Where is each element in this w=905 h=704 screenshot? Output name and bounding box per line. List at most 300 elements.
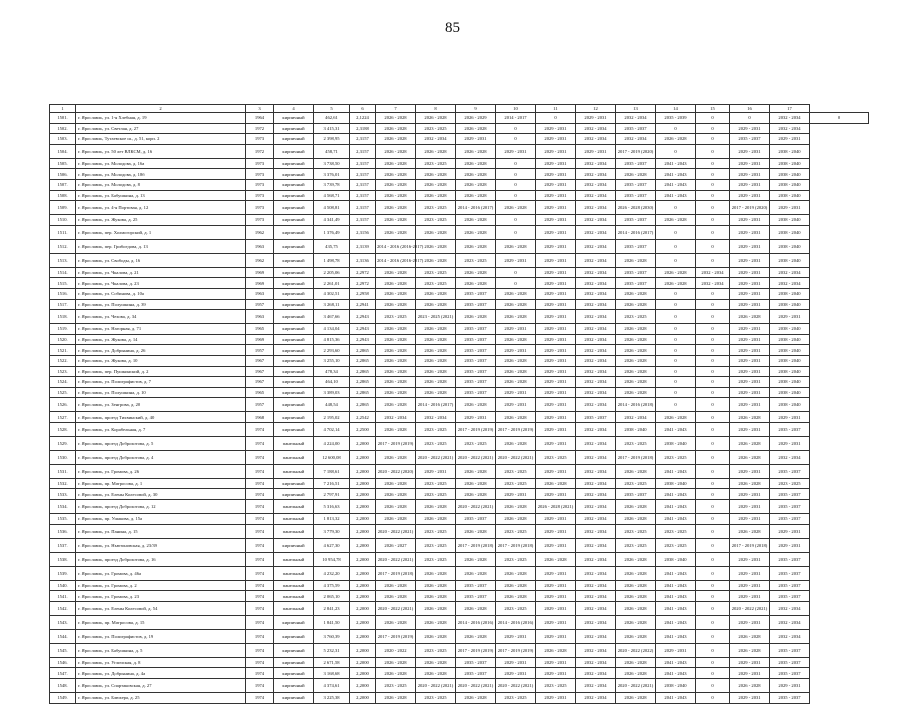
table-cell: 2,1224 <box>350 113 376 124</box>
table-cell: 2032 - 2034 <box>576 299 616 310</box>
row-number-cell: 1535. <box>50 514 76 525</box>
table-cell: 2041 - 2043 <box>656 514 696 525</box>
table-cell: 2014 - 2016 (2017) <box>416 398 456 412</box>
address-cell: г. Ярославль, ул. Полушкина, д. 39 <box>76 299 246 310</box>
table-cell: 2026 - 2028 <box>416 580 456 591</box>
table-row <box>50 464 869 478</box>
table-cell: 2,2000 <box>350 464 376 478</box>
table-cell: 2032 - 2034 <box>576 324 616 335</box>
table-cell: 2035 - 2037 <box>616 158 656 169</box>
table-cell: 2 195,02 <box>314 412 350 423</box>
address-cell: г. Ярославль, пер. Пушкинский, д. 2 <box>76 366 246 377</box>
table-cell: 0 <box>656 123 696 134</box>
table-cell: кирпичный <box>274 239 314 253</box>
table-cell: 10 954,78 <box>314 552 350 566</box>
row-number-cell: 1507. <box>50 179 76 190</box>
row-number-cell: 1537. <box>50 538 76 552</box>
table-cell: 2026 - 2028 (2021) <box>536 500 576 514</box>
table-cell: 1974 <box>246 552 274 566</box>
address-cell: г. Ярославль, ул. Громова, д. 46а <box>76 566 246 580</box>
table-cell: 2035 - 2037 <box>616 267 656 278</box>
table-cell: кирпичный <box>274 629 314 643</box>
table-cell: 2026 - 2028 <box>416 601 456 615</box>
row-number-cell: 1515. <box>50 278 76 289</box>
table-cell: 2032 - 2034 <box>770 629 810 643</box>
table-cell: 1965 <box>246 324 274 335</box>
table-cell: 2 398,95 <box>314 134 350 145</box>
table-cell: 2023 - 2025 <box>496 478 536 489</box>
table-cell: 2032 - 2034 <box>576 489 616 500</box>
table-cell: 2014 - 2016 (2016) <box>456 615 496 629</box>
table-cell: 4 134,04 <box>314 324 350 335</box>
table-cell: 2026 - 2028 <box>416 169 456 180</box>
table-cell: 2026 - 2028 <box>416 345 456 356</box>
table-cell: 2038 - 2040 <box>770 169 810 180</box>
table-cell: 2026 - 2028 <box>376 377 416 388</box>
table-cell: 2,3188 <box>350 123 376 134</box>
table-cell: кирпичный <box>274 201 314 215</box>
row-number-cell: 1505. <box>50 158 76 169</box>
table-cell: 0 <box>696 436 730 450</box>
table-cell: 2026 - 2028 <box>376 668 416 679</box>
table-cell: 0 <box>656 334 696 345</box>
table-cell: 2026 - 2028 <box>730 412 770 423</box>
table-cell: 2,2000 <box>350 538 376 552</box>
table-cell: 0 <box>656 144 696 158</box>
table-cell: 2029 - 2031 <box>536 615 576 629</box>
table-cell: 2029 - 2031 <box>536 253 576 267</box>
table-cell: 2,2000 <box>350 450 376 464</box>
table-cell: 2029 - 2031 <box>656 643 696 657</box>
table-cell: 1974 <box>246 668 274 679</box>
table-cell: 2026 - 2028 <box>456 278 496 289</box>
table-row <box>50 538 869 552</box>
table-cell: 2023 - 2025 <box>496 601 536 615</box>
table-cell: 3 739,78 <box>314 179 350 190</box>
table-cell: 2035 - 2037 <box>576 412 616 423</box>
table-row <box>50 113 869 124</box>
table-cell: 2,2000 <box>350 489 376 500</box>
table-cell: 2029 - 2031 <box>536 566 576 580</box>
table-cell: 2029 - 2031 <box>456 134 496 145</box>
table-cell: 2029 - 2031 <box>536 288 576 299</box>
table-cell: 2023 - 2025 <box>656 538 696 552</box>
table-cell: 2029 - 2031 <box>536 299 576 310</box>
header-cell: 15 <box>696 105 730 113</box>
table-cell: 0 <box>656 345 696 356</box>
table-cell: 0 <box>696 324 730 335</box>
table-cell: 2026 - 2028 <box>456 239 496 253</box>
table-cell: 2029 - 2031 <box>536 538 576 552</box>
table-cell: 1973 <box>246 158 274 169</box>
table-cell: 2026 - 2028 <box>496 201 536 215</box>
table-cell: 2,2000 <box>350 668 376 679</box>
table-cell: 0 <box>810 113 869 124</box>
header-cell: 8 <box>416 105 456 113</box>
table-row <box>50 478 869 489</box>
table-cell: 2029 - 2031 <box>730 158 770 169</box>
table-cell: 1962 <box>246 225 274 239</box>
schedule-table <box>49 104 869 704</box>
table-cell: 2026 - 2028 <box>456 123 496 134</box>
address-cell: г. Ярославль, ул. Громова, д. 2 <box>76 580 246 591</box>
table-cell: 2026 - 2028 <box>616 169 656 180</box>
table-cell: 2026 - 2028 <box>456 225 496 239</box>
table-cell: 2026 - 2028 <box>616 693 656 704</box>
table-cell: 2035 - 2037 <box>616 123 656 134</box>
table-row <box>50 591 869 602</box>
table-cell: 478,34 <box>314 366 350 377</box>
table-cell: 2035 - 2039 <box>656 113 696 124</box>
table-row <box>50 355 869 366</box>
table-cell: 2014 - 2016 (2016-2017) <box>376 253 416 267</box>
table-cell: 2035 - 2037 <box>616 278 656 289</box>
table-cell: 2029 - 2031 <box>536 123 576 134</box>
table-cell: 2029 - 2031 <box>730 253 770 267</box>
table-cell: 2035 - 2037 <box>616 190 656 201</box>
table-cell: 2023 - 2025 <box>416 267 456 278</box>
table-cell: 2026 - 2028 <box>496 334 536 345</box>
table-cell: 2041 - 2043 <box>656 566 696 580</box>
table-cell: 2026 - 2028 <box>456 158 496 169</box>
table-cell: 2032 - 2034 <box>576 591 616 602</box>
table-cell: 2026 - 2028 <box>616 324 656 335</box>
table-cell: 2041 - 2043 <box>656 591 696 602</box>
table-cell: 2029 - 2031 <box>730 123 770 134</box>
table-cell: 2029 - 2031 <box>576 113 616 124</box>
row-number-cell: 1540. <box>50 580 76 591</box>
table-cell: 0 <box>696 334 730 345</box>
table-cell: 2038 - 2040 <box>770 345 810 356</box>
table-cell: 2029 - 2031 <box>730 366 770 377</box>
table-cell: 2032 - 2034 <box>576 657 616 668</box>
table-cell: 2032 - 2034 <box>576 334 616 345</box>
table-cell: 2035 - 2037 <box>770 643 810 657</box>
table-cell: 2032 - 2034 <box>376 412 416 423</box>
table-cell: кирпичный <box>274 693 314 704</box>
table-cell: 2026 - 2028 <box>416 629 456 643</box>
address-cell: г. Ярославль, ул. Нагорная, д. 71 <box>76 324 246 335</box>
table-cell: 2026 - 2028 <box>496 239 536 253</box>
table-cell: 2026 - 2028 <box>416 288 456 299</box>
table-cell: панельный <box>274 601 314 615</box>
table-cell: 2026 - 2028 <box>376 215 416 226</box>
table-cell: 1957 <box>246 398 274 412</box>
address-cell: г. Ярославль, ул. Полиграфистов, д. 19 <box>76 629 246 643</box>
row-number-cell: 1549. <box>50 693 76 704</box>
row-number-cell: 1544. <box>50 629 76 643</box>
table-cell: 0 <box>696 591 730 602</box>
table-cell: 2038 - 2040 <box>770 387 810 398</box>
table-cell: 2026 - 2028 <box>416 387 456 398</box>
table-cell: 2029 - 2031 <box>730 190 770 201</box>
table-cell: 2038 - 2040 <box>770 225 810 239</box>
address-cell: г. Ярославль, ул. Корабельная, д. 7 <box>76 422 246 436</box>
table-cell: 0 <box>696 387 730 398</box>
table-cell: 2032 - 2034 <box>770 113 810 124</box>
table-cell: 2029 - 2031 <box>730 278 770 289</box>
table-cell: 2029 - 2031 <box>536 225 576 239</box>
table-cell: 2041 - 2043 <box>656 158 696 169</box>
table-cell: 2020 - 2022 (2021) <box>416 679 456 693</box>
table-cell: 3 389,03 <box>314 387 350 398</box>
table-cell: 4 568,71 <box>314 190 350 201</box>
table-row <box>50 601 869 615</box>
table-row <box>50 693 869 704</box>
address-cell: г. Ярославль, ул. Добрынина, д. 4а <box>76 668 246 679</box>
table-cell: 2029 - 2031 <box>730 591 770 602</box>
table-cell: 2041 - 2043 <box>656 615 696 629</box>
table-cell: 2026 - 2028 <box>456 267 496 278</box>
table-cell: 2035 - 2037 <box>616 239 656 253</box>
table-cell: 2026 - 2028 <box>616 366 656 377</box>
table-cell: 0 <box>696 299 730 310</box>
table-cell: 2035 - 2037 <box>456 514 496 525</box>
table-cell: 2035 - 2037 <box>456 366 496 377</box>
table-cell: кирпичный <box>274 299 314 310</box>
table-cell: 448,54 <box>314 398 350 412</box>
table-cell: 2032 - 2034 <box>576 253 616 267</box>
table-cell: 3 376,01 <box>314 169 350 180</box>
table-cell: 1963 <box>246 239 274 253</box>
table-cell: 2 293,60 <box>314 345 350 356</box>
row-number-cell: 1517. <box>50 299 76 310</box>
table-cell: 1974 <box>246 629 274 643</box>
table-cell: 2026 - 2028 <box>730 629 770 643</box>
table-cell: 2023 - 2025 <box>416 693 456 704</box>
table-cell: 2026 - 2028 <box>416 144 456 158</box>
table-cell: 2026 - 2028 <box>616 668 656 679</box>
table-cell: 2026 - 2028 <box>496 377 536 388</box>
table-cell: 2035 - 2037 <box>456 668 496 679</box>
row-number-cell: 1508. <box>50 190 76 201</box>
table-cell: 2041 - 2043 <box>656 693 696 704</box>
address-cell: г. Ярославль, ул. Жукова, д. 14 <box>76 334 246 345</box>
table-cell: 2038 - 2040 <box>770 398 810 412</box>
table-cell: 7 216,51 <box>314 478 350 489</box>
table-cell: 2035 - 2037 <box>616 215 656 226</box>
table-cell: 2032 - 2034 <box>770 615 810 629</box>
table-cell: 2032 - 2034 <box>576 693 616 704</box>
table-cell: кирпичный <box>274 278 314 289</box>
table-cell: 2026 - 2028 <box>496 580 536 591</box>
row-number-cell: 1526. <box>50 398 76 412</box>
table-row <box>50 500 869 514</box>
table-cell: 3 779,30 <box>314 524 350 538</box>
table-cell: 2029 - 2031 <box>536 422 576 436</box>
header-cell: 7 <box>376 105 416 113</box>
table-cell: 2029 - 2031 <box>730 169 770 180</box>
table-cell: 2032 - 2034 <box>696 267 730 278</box>
table-row <box>50 366 869 377</box>
table-cell: 0 <box>656 377 696 388</box>
table-cell: 2023 - 2025 <box>376 310 416 324</box>
table-cell: 0 <box>696 668 730 679</box>
table-cell: 2 797,91 <box>314 489 350 500</box>
table-cell: 2035 - 2037 <box>616 179 656 190</box>
table-cell: 2032 - 2034 <box>576 566 616 580</box>
address-cell: г. Ярославль, проезд Доброхотова, д. 16 <box>76 552 246 566</box>
table-cell: кирпичный <box>274 345 314 356</box>
table-cell: 2,3157 <box>350 134 376 145</box>
table-cell: панельный <box>274 500 314 514</box>
row-number-cell: 1541. <box>50 591 76 602</box>
row-number-cell: 1532. <box>50 478 76 489</box>
table-cell: 2023 - 2025 <box>416 478 456 489</box>
table-cell: 0 <box>656 324 696 335</box>
table-cell: 3 760,39 <box>314 629 350 643</box>
table-cell: 2026 - 2028 <box>496 436 536 450</box>
table-cell: 0 <box>536 113 576 124</box>
table-cell: 2041 - 2043 <box>656 500 696 514</box>
table-cell: 2,3157 <box>350 144 376 158</box>
table-cell: 1974 <box>246 601 274 615</box>
table-row <box>50 190 869 201</box>
table-cell: 0 <box>696 464 730 478</box>
table-cell: 1 376,49 <box>314 225 350 239</box>
table-cell: 2035 - 2037 <box>770 668 810 679</box>
table-cell: 2026 - 2028 <box>616 500 656 514</box>
table-cell: 0 <box>656 201 696 215</box>
table-cell: 2026 - 2028 <box>456 169 496 180</box>
table-cell: 2032 - 2034 <box>576 478 616 489</box>
table-cell: 2020 - 2022 (2021) <box>456 679 496 693</box>
row-number-cell: 1536. <box>50 524 76 538</box>
table-cell: 2026 - 2028 <box>376 500 416 514</box>
table-cell: 2023 - 2025 <box>536 450 576 464</box>
table-cell: 1974 <box>246 643 274 657</box>
table-cell: 2032 - 2034 <box>576 580 616 591</box>
table-cell: 0 <box>696 657 730 668</box>
table-cell: 2026 - 2028 <box>456 310 496 324</box>
table-cell: 0 <box>496 134 536 145</box>
table-cell: 2038 - 2040 <box>770 158 810 169</box>
table-cell: 2035 - 2037 <box>770 566 810 580</box>
table-cell: 2020 - 2022 (2021) <box>496 450 536 464</box>
table-cell: 2017 - 2019 (2018) <box>730 538 770 552</box>
table-cell: 1962 <box>246 253 274 267</box>
address-cell: г. Ярославль, ул. Елены Колесовой, д. 30 <box>76 489 246 500</box>
table-cell: 1974 <box>246 591 274 602</box>
table-cell: 0 <box>696 123 730 134</box>
address-cell: г. Ярославль, ул. Чкалова, д. 23 <box>76 278 246 289</box>
table-cell: 2023 - 2025 <box>616 478 656 489</box>
table-cell: 2029 - 2031 <box>536 412 576 423</box>
table-cell: 2020 - 2022 <box>376 643 416 657</box>
table-row <box>50 566 869 580</box>
table-cell: 1974 <box>246 615 274 629</box>
table-row <box>50 310 869 324</box>
table-cell: кирпичный <box>274 267 314 278</box>
row-number-cell: 1518. <box>50 310 76 324</box>
table-cell: 4 702,14 <box>314 422 350 436</box>
address-cell: г. Ярославль, пер. Холмогорский, д. 1 <box>76 225 246 239</box>
table-cell: 2 671,58 <box>314 657 350 668</box>
table-cell: 2029 - 2031 <box>536 345 576 356</box>
table-cell: 2026 - 2028 <box>416 615 456 629</box>
table-cell: 2026 - 2028 <box>416 366 456 377</box>
table-cell: 2041 - 2043 <box>656 629 696 643</box>
table-cell: кирпичный <box>274 657 314 668</box>
table-cell: 2038 - 2040 <box>770 288 810 299</box>
table-cell: 4 508,81 <box>314 201 350 215</box>
table-cell: 2029 - 2031 <box>730 299 770 310</box>
table-cell: 2032 - 2034 <box>576 190 616 201</box>
header-cell: 1 <box>50 105 76 113</box>
table-cell: 2029 - 2031 <box>496 144 536 158</box>
table-cell: 2032 - 2034 <box>576 179 616 190</box>
table-cell: 2038 - 2040 <box>656 679 696 693</box>
table-cell: 2023 - 2025 <box>616 310 656 324</box>
table-cell: панельный <box>274 514 314 525</box>
table-cell: 4 374,61 <box>314 679 350 693</box>
table-cell: 2017 - 2019 (2018) <box>456 538 496 552</box>
table-row <box>50 299 869 310</box>
table-cell: 2035 - 2037 <box>770 500 810 514</box>
row-number-cell: 1528. <box>50 422 76 436</box>
row-number-cell: 1531. <box>50 464 76 478</box>
table-cell: 0 <box>696 377 730 388</box>
table-row <box>50 514 869 525</box>
table-cell: 0 <box>496 190 536 201</box>
table-cell: 2029 - 2031 <box>730 500 770 514</box>
table-cell: 2038 - 2040 <box>616 422 656 436</box>
header-cell: 12 <box>576 105 616 113</box>
table-cell: 2029 - 2031 <box>536 201 576 215</box>
table-cell: 2035 - 2037 <box>456 345 496 356</box>
table-cell: 0 <box>656 253 696 267</box>
table-cell: 2029 - 2031 <box>536 239 576 253</box>
table-cell: 2029 - 2031 <box>730 489 770 500</box>
table-cell: 2023 - 2025 <box>770 478 810 489</box>
header-cell: 16 <box>730 105 770 113</box>
table-cell: 2029 - 2031 <box>730 288 770 299</box>
table-cell: 462,61 <box>314 113 350 124</box>
table-cell: 2026 - 2028 <box>456 524 496 538</box>
table-cell: панельный <box>274 591 314 602</box>
table-cell: 3 255,10 <box>314 355 350 366</box>
table-cell: 2026 - 2028 <box>536 643 576 657</box>
table-cell: 2026 - 2028 <box>376 478 416 489</box>
table-cell: 2029 - 2031 <box>536 489 576 500</box>
table-cell: 2032 - 2034 <box>576 629 616 643</box>
table-cell: 2026 - 2028 <box>416 225 456 239</box>
table-cell: 2029 - 2031 <box>536 591 576 602</box>
table-cell: 2038 - 2040 <box>770 144 810 158</box>
table-cell: 2020 - 2022 (2021) <box>456 500 496 514</box>
table-cell: 2026 - 2028 <box>416 377 456 388</box>
table-cell: 2029 - 2031 <box>536 144 576 158</box>
table-cell: 2032 - 2034 <box>576 464 616 478</box>
table-cell: 2029 - 2031 <box>536 215 576 226</box>
table-cell: 1969 <box>246 334 274 345</box>
table-cell: 2,2000 <box>350 566 376 580</box>
table-cell: 2,2000 <box>350 693 376 704</box>
table-cell: кирпичный <box>274 538 314 552</box>
table-cell: 2035 - 2037 <box>770 422 810 436</box>
table-cell: 2,2000 <box>350 500 376 514</box>
table-cell: 2026 - 2028 <box>616 629 656 643</box>
table-cell: 2029 - 2031 <box>536 464 576 478</box>
table-cell: 0 <box>696 629 730 643</box>
table-cell: 0 <box>696 566 730 580</box>
table-cell: 2026 - 2028 <box>496 591 536 602</box>
table-cell: 5 316,63 <box>314 500 350 514</box>
table-cell: кирпичный <box>274 123 314 134</box>
table-row <box>50 144 869 158</box>
table-cell: 2026 - 2028 <box>376 334 416 345</box>
table-cell: 2035 - 2037 <box>770 657 810 668</box>
